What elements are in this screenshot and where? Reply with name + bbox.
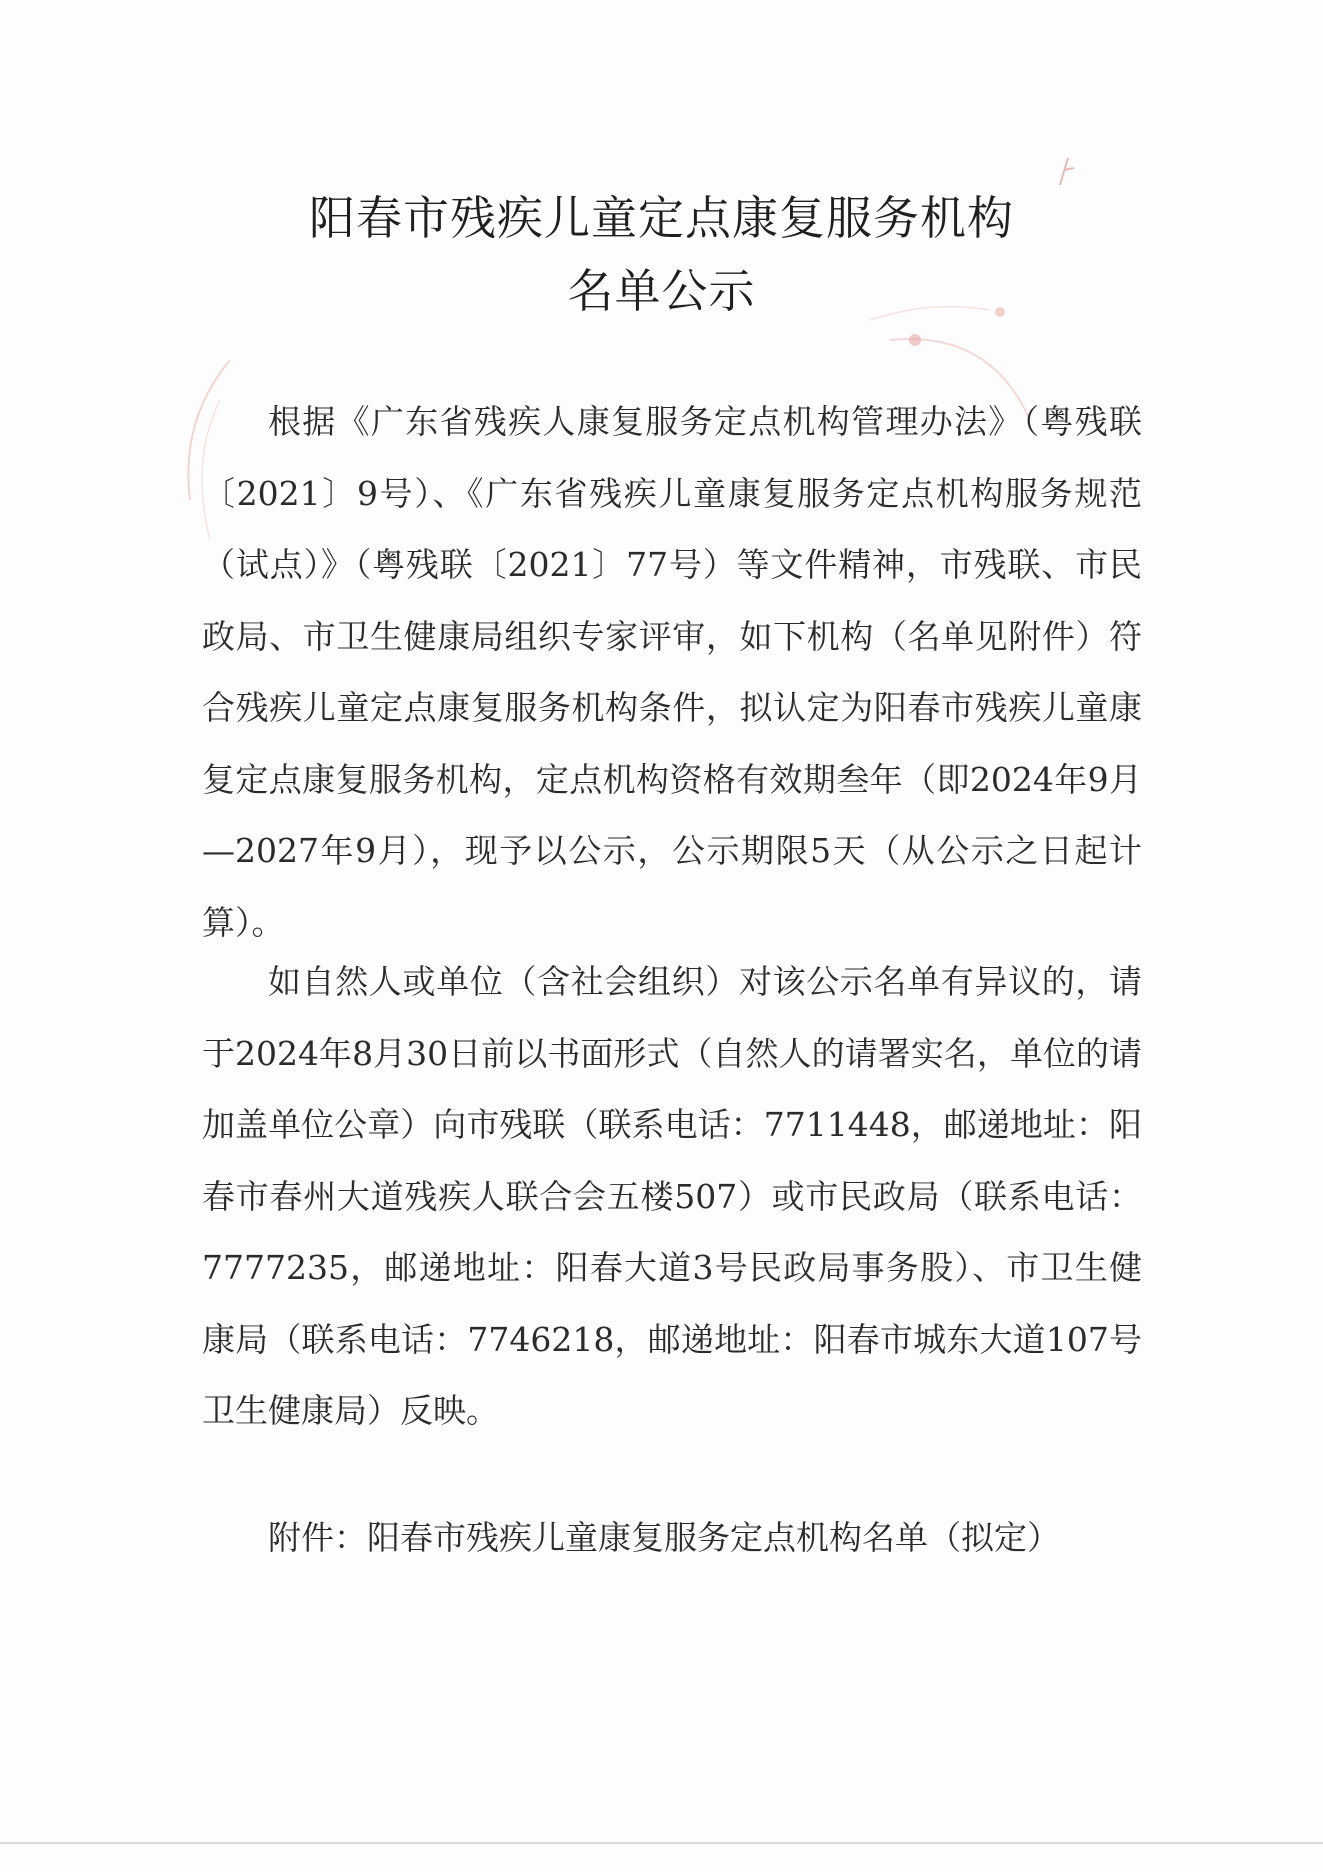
- attachment-note: 附件：阳春市残疾儿童康复服务定点机构名单（拟定）: [268, 1518, 1060, 1557]
- document-title-line1: 阳春市残疾儿童定点康复服务机构: [309, 191, 1014, 245]
- document-title-line2: 名单公示: [567, 264, 756, 318]
- paragraph-text: 如自然人或单位（含社会组织）对该公示名单有异议的，请于2024年8月30日前以书面形式（自然人的请署实名，单位的请加盖单位公章）向市残联（联系电话：7711448，邮递地址：阳春市春州大道残疾人联合会五楼507）或市民政局（联系电话：7777235，邮递地址：阳春大道3号民政局事务股）、市卫生健康局（联系电话：7746218，邮递地址：阳春市城东大道107号卫生健康局）反映。: [202, 962, 1142, 1430]
- paragraph-text: 根据《广东省残疾人康复服务定点机构管理办法》（粤残联〔2021〕9号）、《广东省残疾儿童康复服务定点机构服务规范（试点）》（粤残联〔2021〕77号）等文件精神，市残联、市民政局、市卫生健康局组织专家评审，如下机构（名单见附件）符合残疾儿童定点康复服务机构条件，拟认定为阳春市残疾儿童康复定点康复服务机构，定点机构资格有效期叁年（即2024年9月—2027年9月），现予以公示，公示期限5天（从公示之日起计算）。: [202, 402, 1142, 942]
- paragraph-basis: [202, 386, 1142, 958]
- paragraph-objection: [202, 946, 1142, 1447]
- scan-bottom-edge: [0, 1842, 1323, 1844]
